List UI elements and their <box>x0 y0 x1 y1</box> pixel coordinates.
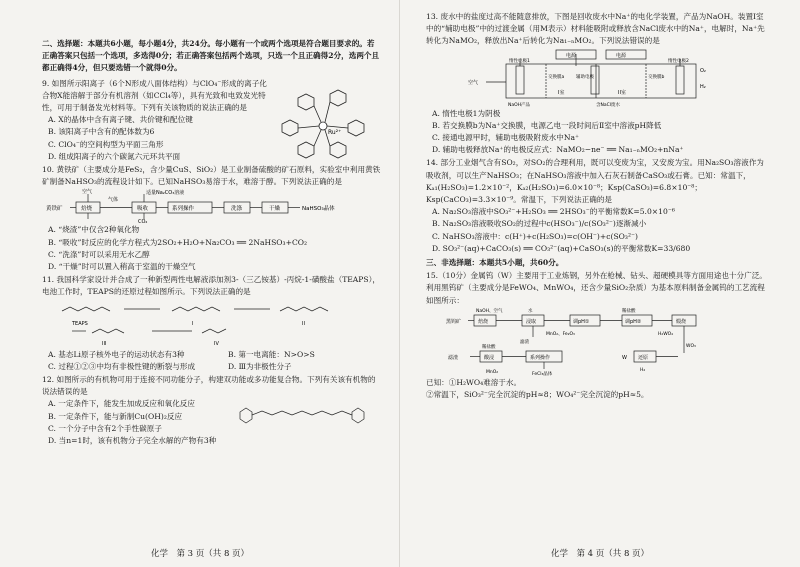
page-4-footer: 化学 第 4 页（共 8 页） <box>550 549 650 559</box>
q10-label-gas: 气体 <box>108 197 119 204</box>
q12-stem: 12. 如图所示的有机物可用于连接不同功能分子，构建双功能或多功能复合物。下列有关该有机物的说法错误的是 <box>42 375 376 397</box>
q15-label-hcl: 稀盐酸 <box>622 308 636 314</box>
q13-label-membrane-b: 交换膜b <box>648 74 665 80</box>
q12-block <box>42 398 382 447</box>
q10-option-b: B. “吸收”时反应的化学方程式为2SO₂+H₂O+Na₂CO₃ ══ 2NaHSO₃+CO₂ <box>48 237 308 247</box>
q15-flow-w: W <box>622 354 627 361</box>
q13-label-room1: I室 <box>558 89 565 96</box>
q14-option-b: B. Na₂SO₃溶液吸收SO₂的过程中c(HSO₃⁻)/c(SO₃²⁻)逐渐减小 <box>432 219 647 229</box>
q11-option-b: B. 第一电离能：N>O>S <box>228 349 315 359</box>
q13-option-a: A. 惰性电极1为阴极 <box>432 108 501 118</box>
q11-mechanism-figure <box>52 299 382 349</box>
q15-label-h2wo4: H₂WO₄ <box>658 331 673 337</box>
q11-stem: 11. 我国科学家设计并合成了一种新型两性电解液添加剂3-（三乙铵基）-丙烷-1-磺酸盐（TEAPS），电池工作时，TEAPS的还原过程如图所示。下列说法正确的是 <box>42 275 380 297</box>
q15-label-residue: 滤渣 <box>520 339 529 345</box>
q13-option-d: D. 辅助电极释放Na⁺的电极反应式：NaMO₂−ne⁻ ══ Na₁₋ₙMO₂+nNa⁺ <box>432 145 684 155</box>
q15-label-naoh-air: NaOH、空气 <box>476 308 503 314</box>
q15-flow-ph1: 调pH① <box>573 318 590 325</box>
q15-given-2: ②常温下，SiO₃²⁻完全沉淀的pH≈8；WO₄²⁻完全沉淀的pH≈5。 <box>426 390 649 400</box>
page-3-footer: 化学 第 3 页（共 8 页） <box>150 549 250 559</box>
q13-label-naoh: NaOH产品 <box>508 102 531 108</box>
q14-option-d: D. SO₃²⁻(aq)+CaCO₃(s) ══ CO₃²⁻(aq)+CaSO₃(s)的平衡常数K=33/680 <box>432 243 691 253</box>
q13-label-h2: H₂ <box>700 83 706 90</box>
q13-option-b: B. 若交换膜b为Na⁺交换膜，电源乙电一段时间后Ⅱ室中溶液pH降低 <box>432 120 662 130</box>
q12-option-d: D. 当n=1时，该有机物分子完全水解的产物有3种 <box>48 436 217 446</box>
q12-molecule-figure <box>232 400 382 430</box>
q11-options-ab <box>42 349 382 361</box>
q15-label-mno2-fe2o3: MnO₂、Fe₂O₃ <box>546 331 575 337</box>
q15-flow-ore: 黑钨矿 <box>446 318 462 325</box>
q11-label-iv: IV <box>214 340 219 347</box>
q13-label-power2: 电源 <box>616 52 627 59</box>
q10-flow-dry: 干燥 <box>269 206 281 213</box>
q15-given-1: 已知：①H₂WO₄难溶于水。 <box>426 377 522 387</box>
q13-label-o2: O₂ <box>700 67 706 74</box>
q10-flow-roast: 焙烧 <box>81 206 93 213</box>
q13-label-air: 空气 <box>468 79 479 86</box>
q15-flow-reduce: 还原 <box>638 354 649 361</box>
q15-stem: 15.（10分）金属钨（W）主要用于工业炼钢，另外在枪械、钻头、超硬模具等方面用途也十分广泛。利用黑钨矿（主要成分是FeWO₄、MnWO₄，还含少量SiO₂杂质）为基本原料制备金属钨的工艺流程如图所示： <box>426 271 767 305</box>
q13-label-power1: 电源 <box>566 52 577 59</box>
q12-option-b: B. 一定条件下，能与新制Cu(OH)₂反应 <box>48 411 183 421</box>
q10-label-na2co3: 适量Na₂CO₃溶液 <box>146 190 185 197</box>
q15-flow-fecl3: FeCl₃晶体 <box>532 371 553 377</box>
q15-label-wo3: WO₃ <box>686 343 696 349</box>
q10-stem: 10. 黄铁矿（主要成分是FeS₂，含少量CuS、SiO₂）是工业制备硫酸的矿石原料，实验室中利用黄铁矿制备NaHSO₃的流程设计如下。已知NaHSO₃易溶于水，难溶于醇。下列说法正确的是 <box>42 165 381 187</box>
q13-stem: 13. 废水中的盐度过高不能随意排放，下图是回收废水中Na⁺的电化学装置，产品为NaOH。装置I室中的“辅助电极”中的过渡金属（用M表示）材料能吸附或释放含NaCl废水中的Na⁺，电解时，Na⁺先转化为NaMO₂，释放出Na⁺后转化为Na₁₋ₙMO₂。下列说法错误的是 <box>426 12 765 46</box>
q10-flow-series: 系列操作 <box>172 206 195 213</box>
q9-block <box>42 78 382 163</box>
q12-option-c: C. 一个分子中含有2个手性碳原子 <box>48 423 162 433</box>
q10-label-air: 空气 <box>82 189 93 196</box>
q10-label-co2: CO₂ <box>138 219 148 225</box>
q11-options-cd <box>42 361 382 373</box>
q11-label-ii: II <box>302 320 305 327</box>
q15-flow-roast: 焙烧 <box>478 318 489 325</box>
q10-flow-figure <box>46 188 386 224</box>
q10-option-c: C. “洗涤”时可以采用无水乙醇 <box>48 249 150 259</box>
q9-ru-complex-figure <box>268 84 378 166</box>
q9-option-a: A. X的晶体中含有离子键、共价键和配位键 <box>48 115 193 125</box>
q10-flow-product: NaHSO₃晶体 <box>302 206 335 213</box>
q15-flow-leach: 浸取 <box>526 318 537 325</box>
section3-header: 三、非选择题：本题共5小题，共60分。 <box>426 258 564 268</box>
q9-ru-label: Ru²⁺ <box>328 128 342 136</box>
q13-option-c: C. 接通电源甲时，辅助电极吸附废水中Na⁺ <box>432 133 580 143</box>
q12-option-a: A. 一定条件下，能发生加成反应和氧化反应 <box>48 399 195 409</box>
q10-flow-wash: 洗涤 <box>231 206 243 213</box>
q11-label-i: I <box>192 320 194 327</box>
q13-label-wastewater: 含NaCl废水 <box>596 102 621 108</box>
q11-option-c: C. 过程①②③中均有非极性键的断裂与形成 <box>48 361 196 371</box>
q13-label-electrode2: 惰性电极2 <box>668 58 689 64</box>
q9-option-d: D. 组成阳离子的六个碳氮六元环共平面 <box>48 151 181 161</box>
q11-label-teaps: TEAPS <box>72 320 88 327</box>
q13-label-membrane-a: 交换膜a <box>548 74 565 80</box>
q15-flow-acid-leach: 酸浸 <box>484 354 495 361</box>
q14-option-c: C. NaHSO₃溶液中：c(H⁺)+c(H₂SO₃)=c(OH⁻)+c(SO₃²⁻) <box>432 231 638 241</box>
section2-header: 二、选择题：本题共6小题，每小题4分，共24分。每小题有一个或两个选项是符合题目要求的。若正确答案只包括一个选项，多选得0分；若正确答案包括两个选项，只选一个且正确得2分，选两个且都正确得4分，但只要选错一个就得0分。 <box>42 39 380 73</box>
q15-flow-bottom-residue: 滤渣 <box>448 354 459 361</box>
q15-label-water: 水 <box>528 308 533 314</box>
q13-label-electrode1: 惰性电极1 <box>509 58 530 64</box>
q15-flow-ph2: 调pH② <box>625 318 642 325</box>
q15-flow-figure <box>446 307 746 377</box>
q15-flow-calcine: 煅烧 <box>676 318 687 325</box>
q13-cell-figure <box>446 48 746 108</box>
q9-option-c: C. ClO₄⁻的空间构型为平面三角形 <box>48 139 164 149</box>
q14-option-a: A. Na₂SO₃溶液中SO₃²⁻+H₂SO₃ ══ 2HSO₃⁻的平衡常数K=5.0×10⁻⁶ <box>432 207 675 217</box>
q13-label-aux-electrode: 辅助电极 <box>576 74 594 80</box>
page-4 <box>400 0 800 567</box>
q9-option-b: B. 该阳离子中含有的配体数为6 <box>48 127 155 137</box>
q15-label-bottom-hcl: 稀盐酸 <box>482 344 496 350</box>
q11-option-d: D. Ⅲ为非极性分子 <box>228 361 292 371</box>
q9-stem: 9. 如图所示阳离子（6个N形成八面体结构）与ClO₄⁻形成的离子化合物X能溶解于部分有机溶剂（如CCl₄等），具有光致和电致发光特性，可用于制备发光材料等。下列有关该物质的说法正确的是 <box>42 78 267 113</box>
q15-label-bottom-mno2: MnO₂ <box>486 369 499 375</box>
q15-flow-series: 系列操作 <box>530 354 551 361</box>
q15-label-h2: H₂ <box>640 367 646 373</box>
q11-option-a: A. 基态Li原子核外电子的运动状态有3种 <box>48 349 185 359</box>
q10-option-a: A. “烧渣”中仅含2种氧化物 <box>48 225 140 235</box>
q10-option-d: D. “干燥”时可以置入稍高于室温的干燥空气 <box>48 262 196 272</box>
q14-stem: 14. 部分工业烟气含有SO₂，对SO₂的合理利用，既可以变废为宝，又安废为宝。用Na₂SO₃溶液作为吸收剂，可以生产NaHSO₃；在NaHSO₃溶液中加入石灰石制备CaSO₃或石膏。已知：常温下，Kₐ₁(H₂SO₃)=1.2×10⁻²，Kₐ₂(H₂SO₃)=6.0×10⁻⁸；Ksp(CaSO₃)=6.8×10⁻⁸；Ksp(CaCO₃)=3.3×10⁻⁹。常温下，下列说法正确的是 <box>426 158 764 205</box>
q11-label-iii: III <box>102 340 107 347</box>
q13-label-room2: II室 <box>618 89 626 96</box>
q10-flow-ore: 黄铁矿 <box>46 206 63 213</box>
q10-flow-absorb: 吸收 <box>137 206 149 213</box>
